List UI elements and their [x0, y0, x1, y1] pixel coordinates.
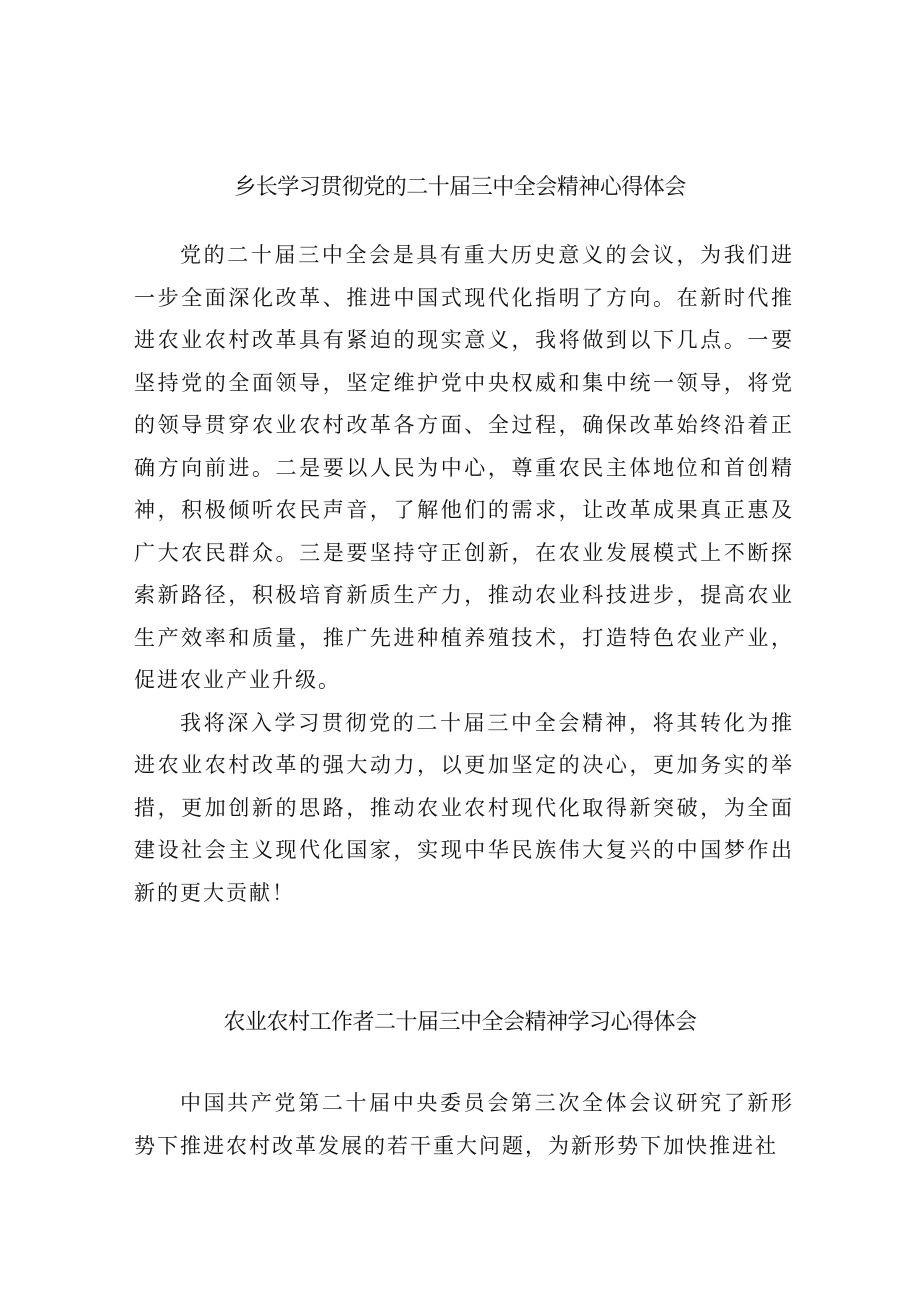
article-title: 农业农村工作者二十届三中全会精神学习心得体会 — [223, 1010, 697, 1035]
article-title: 乡长学习贯彻党的二十届三中全会精神心得体会 — [234, 175, 686, 200]
article-body — [134, 1082, 794, 1167]
article-body — [134, 234, 794, 914]
body-paragraph: 党的二十届三中全会是具有重大历史意义的会议，为我们进一步全面深化改革、推进中国式现代化指明了方向。在新时代推进农业农村改革具有紧迫的现实意义，我将做到以下几点。一要坚持党的全面领导，坚定维护党中央权威和集中统一领导，将党的领导贯穿农业农村改革各方面、全过程，确保改革始终沿着正确方向前进。二是要以人民为中心，尊重农民主体地位和首创精神，积极倾听农民声音，了解他们的需求，让改革成果真正惠及广大农民群众。三是要坚持守正创新，在农业发展模式上不断探索新路径，积极培育新质生产力，推动农业科技进步，提高农业生产效率和质量，推广先进种植养殖技术，打造特色农业产业，促进农业产业升级。 — [134, 243, 794, 692]
body-paragraph: 中国共产党第二十届中央委员会第三次全体会议研究了新形势下推进农村改革发展的若干重大问题，为新形势下加快推进社 — [134, 1091, 794, 1158]
body-paragraph: 我将深入学习贯彻党的二十届三中全会精神，将其转化为推进农业农村改革的强大动力，以更加坚定的决心，更加务实的举措，更加创新的思路，推动农业农村现代化取得新突破，为全面建设社会主义现代化国家，实现中华民族伟大复兴的中国梦作出新的更大贡献！ — [134, 710, 794, 905]
